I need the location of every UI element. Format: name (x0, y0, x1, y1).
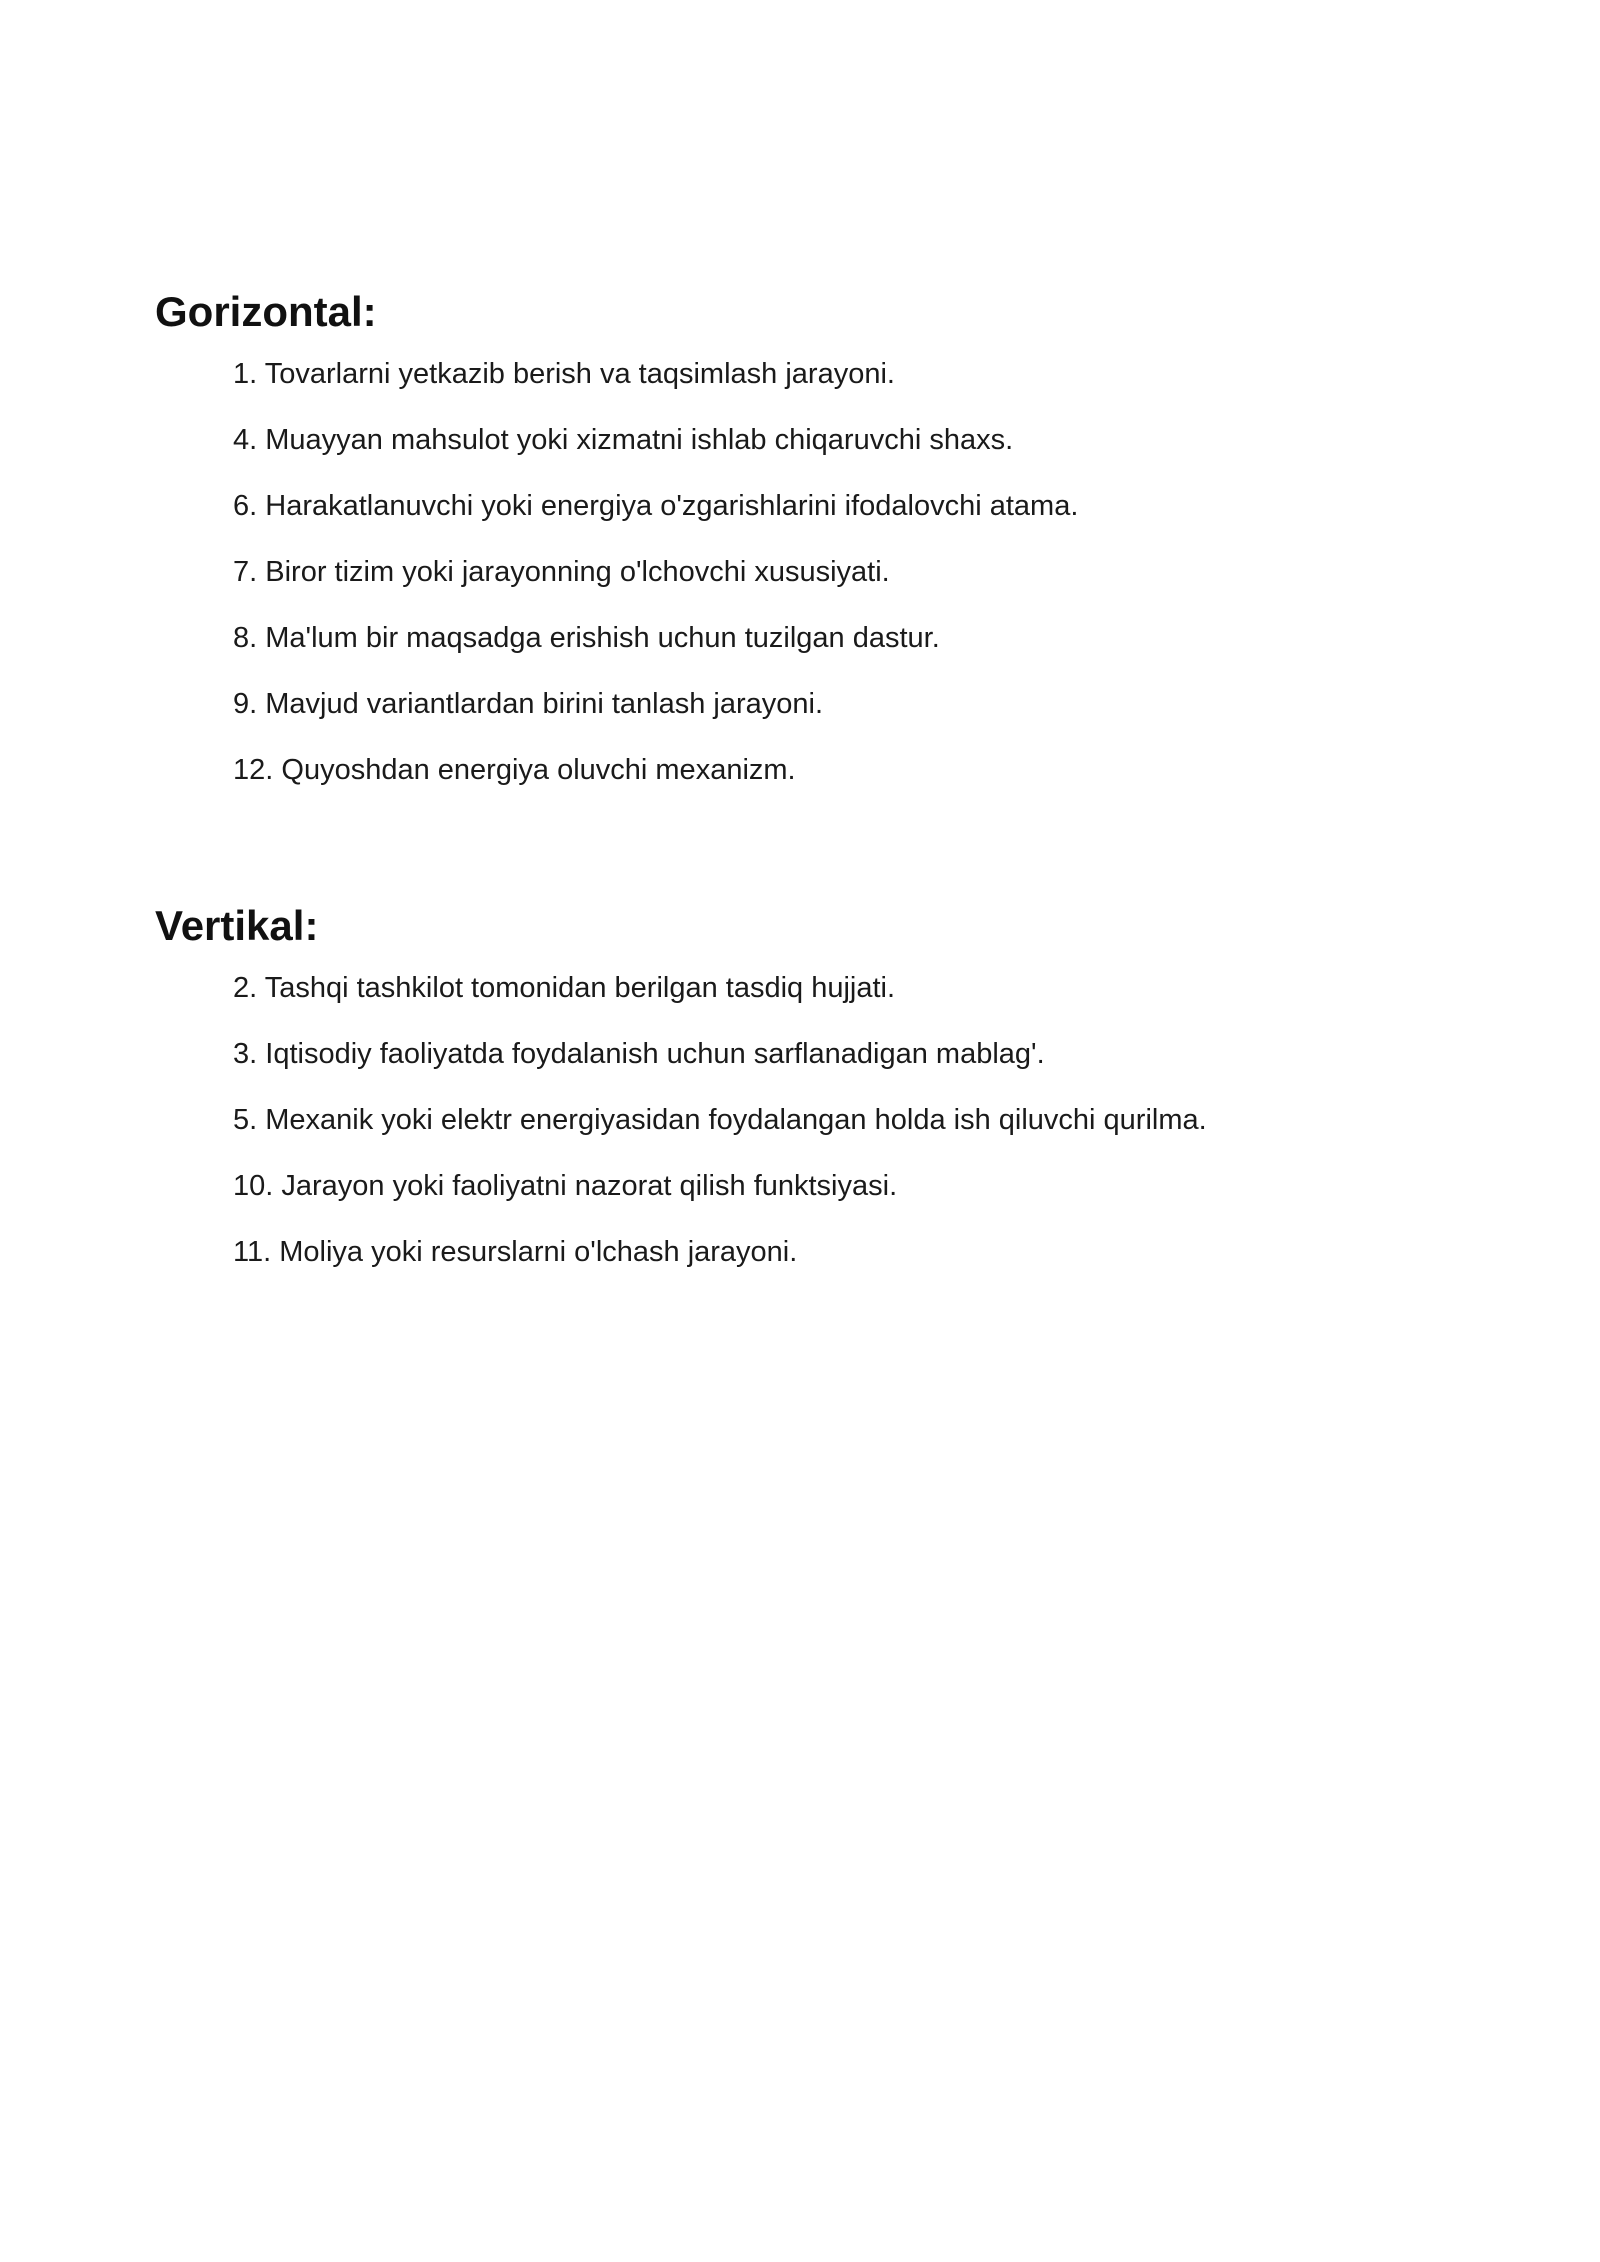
clue-text: Ma'lum bir maqsadga erishish uchun tuzilgan dastur. (265, 622, 940, 654)
clue-item (233, 968, 1455, 1008)
horizontal-clue-list (233, 354, 1455, 790)
clue-text: Moliya yoki resurslarni o'lchash jarayoni. (279, 1236, 798, 1268)
vertical-clues-section (155, 898, 1455, 1298)
clue-text: Tashqi tashkilot tomonidan berilgan tasdiq hujjati. (264, 972, 896, 1004)
vertical-clue-list (233, 968, 1455, 1272)
clue-item (233, 1166, 1455, 1206)
clue-text: Iqtisodiy faoliyatda foydalanish uchun sarflanadigan mablag'. (265, 1038, 1045, 1070)
clue-item (233, 552, 1455, 592)
clue-item (233, 618, 1455, 658)
clue-text: Tovarlarni yetkazib berish va taqsimlash jarayoni. (264, 358, 895, 390)
clue-number: 7 . (233, 556, 265, 588)
clue-item (233, 354, 1455, 394)
clue-text: Quyoshdan energiya oluvchi mexanizm. (281, 754, 796, 786)
clue-number: 10 . (233, 1170, 281, 1202)
horizontal-clues-section (155, 284, 1455, 816)
clue-item (233, 420, 1455, 460)
clue-item (233, 1034, 1455, 1074)
clue-number: 3 . (233, 1038, 265, 1070)
clue-number: 1 . (233, 358, 265, 390)
clue-number: 11 . (233, 1236, 279, 1268)
clue-text: Mexanik yoki elektr energiyasidan foydalangan holda ish qiluvchi qurilma. (265, 1104, 1207, 1136)
clue-item (233, 1232, 1455, 1272)
clue-text: Harakatlanuvchi yoki energiya o'zgarishlarini ifodalovchi atama. (265, 490, 1079, 522)
clue-number: 5 . (233, 1104, 265, 1136)
clue-number: 4 . (233, 424, 265, 456)
clue-number: 9 . (233, 688, 265, 720)
clue-number: 6 . (233, 490, 265, 522)
clue-text: Mavjud variantlardan birini tanlash jarayoni. (265, 688, 824, 720)
clue-text: Biror tizim yoki jarayonning o'lchovchi xususiyati. (265, 556, 890, 588)
clue-number: 12 . (233, 754, 281, 786)
clue-text: Jarayon yoki faoliyatni nazorat qilish funktsiyasi. (281, 1170, 898, 1202)
clue-item (233, 486, 1455, 526)
clue-number: 2 . (233, 972, 265, 1004)
clue-item (233, 1100, 1455, 1140)
section-title-horizontal: Gorizontal: (155, 288, 377, 335)
clue-number: 8 . (233, 622, 265, 654)
section-title-vertical: Vertikal: (155, 902, 319, 949)
clue-item (233, 684, 1455, 724)
clue-item (233, 750, 1455, 790)
clue-text: Muayyan mahsulot yoki xizmatni ishlab chiqaruvchi shaxs. (265, 424, 1014, 456)
